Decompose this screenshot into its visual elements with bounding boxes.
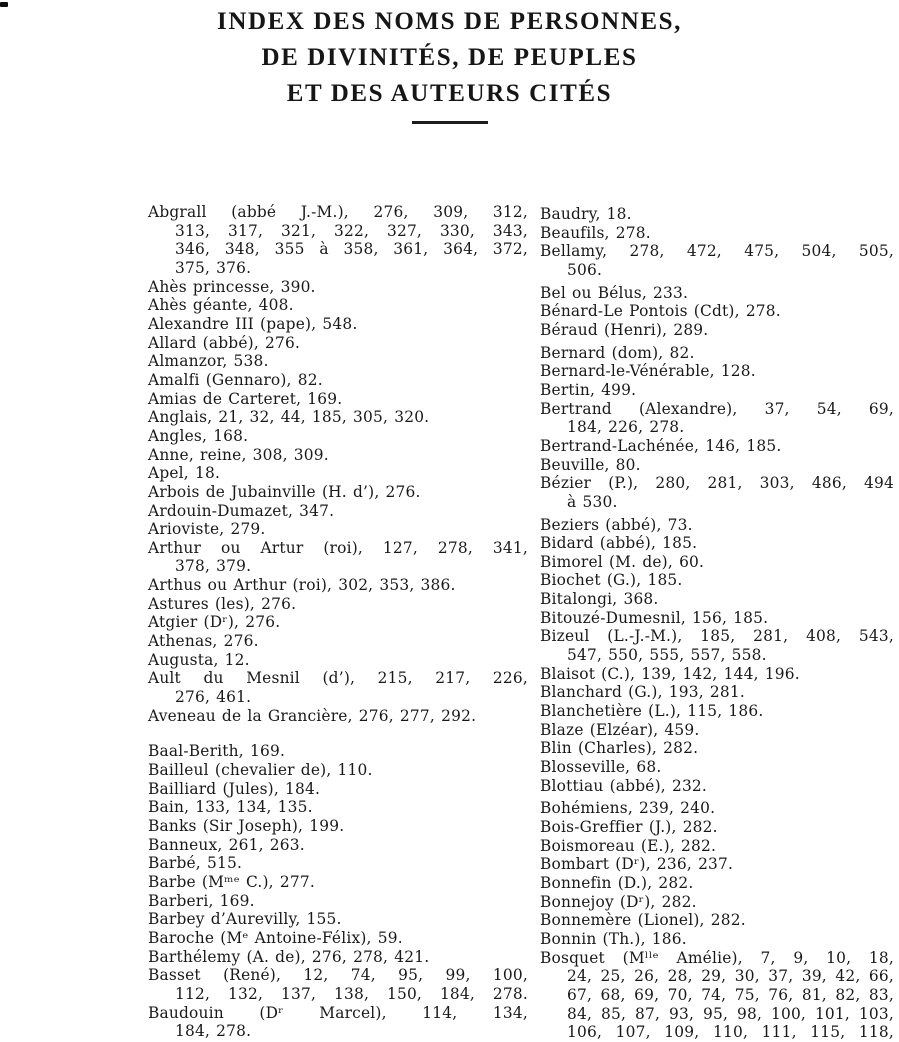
index-entry-line: Blottiau (abbé), 232.	[540, 776, 708, 795]
index-entry-line: Beaufils, 278.	[540, 223, 651, 242]
index-entry-line: Bain, 133, 134, 135.	[148, 798, 313, 817]
index-entry-line: Bizeul (L.-J.-M.), 185, 281, 408, 543,	[540, 627, 894, 646]
page-header	[0, 4, 899, 124]
page-title	[0, 4, 899, 112]
index-entry-line: Barthélemy (A. de), 276, 278, 421.	[148, 947, 430, 966]
index-entry-line: Barbey d’Aurevilly, 155.	[148, 910, 342, 929]
index-entry-line: Alexandre III (pape), 548.	[148, 314, 358, 333]
index-entry-line: Banneux, 261, 263.	[148, 835, 305, 854]
index-column-left	[148, 203, 528, 1041]
index-entry-line: Bonnejoy (Dʳ), 282.	[540, 892, 697, 911]
index-entry-line: Barbé, 515.	[148, 854, 243, 873]
index-entry-line: 184, 278.	[175, 1022, 252, 1041]
index-entry-line: Abgrall (abbé J.-M.), 276, 309, 312,	[148, 203, 528, 221]
index-entry-line: Baudry, 18.	[540, 205, 632, 223]
index-entry-line: à 530.	[567, 492, 618, 511]
index-entry-line: 378, 379.	[175, 557, 252, 576]
index-entry-line: 106, 107, 109, 110, 111, 115, 118,	[567, 1023, 894, 1042]
index-entry-line: 506.	[567, 260, 603, 279]
index-entry-line: Arthur ou Artur (roi), 127, 278, 341,	[148, 538, 528, 557]
index-entry-line: Biochet (G.), 185.	[540, 571, 683, 590]
index-column-right	[540, 205, 894, 1042]
index-entry-line: Blosseville, 68.	[540, 758, 662, 777]
index-entry-line: Beuville, 80.	[540, 455, 641, 474]
index-entry-line: Bel ou Bélus, 233.	[540, 283, 689, 302]
index-entry-line: Atgier (Dʳ), 276.	[148, 613, 281, 632]
index-entry-line: Bellamy, 278, 472, 475, 504, 505,	[540, 242, 894, 261]
index-entry-line: Apel, 18.	[148, 464, 221, 483]
index-entry-line: Allard (abbé), 276.	[148, 333, 301, 352]
index-entry-line: Bois-Greffier (J.), 282.	[540, 818, 718, 836]
index-entry-line: Banks (Sir Joseph), 199.	[148, 817, 345, 835]
index-entry-line: Bertrand (Alexandre), 37, 54, 69,	[540, 399, 894, 418]
index-entry-line: Ahès princesse, 390.	[148, 277, 316, 296]
index-entry-line: Boismoreau (E.), 282.	[540, 836, 717, 855]
index-entry-line: Baroche (Mᵉ Antoine-Félix), 59.	[148, 928, 403, 947]
index-entry-line: Angles, 168.	[148, 426, 249, 445]
index-entry-line: Ault du Mesnil (d’), 215, 217, 226,	[148, 669, 528, 688]
index-entry-line: 112, 132, 137, 138, 150, 184, 278.	[175, 984, 528, 1003]
index-entry-line: Ahès géante, 408.	[148, 296, 294, 315]
index-entry-line: Blanchard (G.), 193, 281.	[540, 683, 745, 702]
index-entry-line: 313, 317, 321, 322, 327, 330, 343,	[175, 221, 528, 240]
index-entry-line: 276, 461.	[175, 688, 252, 707]
index-entry-line: Bailliard (Jules), 184.	[148, 779, 321, 798]
index-entry-line: Amias de Carteret, 169.	[148, 389, 343, 408]
index-entry-line: 346, 348, 355 à 358, 361, 364, 372,	[175, 240, 528, 259]
index-entry-line: Arthus ou Arthur (roi), 302, 353, 386.	[148, 576, 456, 595]
index-entry-line: Bonnemère (Lionel), 282.	[540, 911, 746, 930]
index-entry-line: Ardouin-Dumazet, 347.	[148, 501, 335, 520]
index-entry-line: Béraud (Henri), 289.	[540, 320, 709, 339]
index-entry-line: Barberi, 169.	[148, 891, 255, 910]
title-divider-rule	[412, 121, 488, 124]
index-entry-line: Bertin, 499.	[540, 380, 637, 399]
index-entry-line: Blaisot (C.), 139, 142, 144, 196.	[540, 664, 800, 683]
index-entry-line: Bonnin (Th.), 186.	[540, 929, 687, 948]
index-entry-line: Amalfi (Gennaro), 82.	[148, 370, 323, 389]
index-entry-line: Blanchetière (L.), 115, 186.	[540, 702, 764, 721]
page-title-line-3: ET DES AUTEURS CITÉS	[286, 80, 613, 107]
index-entry-line: Anglais, 21, 32, 44, 185, 305, 320.	[148, 408, 430, 427]
index-entry-line: Basset (René), 12, 74, 95, 99, 100,	[148, 966, 528, 985]
page-title-line-1: INDEX DES NOMS DE PERSONNES,	[216, 8, 682, 35]
index-entry-line: 67, 68, 69, 70, 74, 75, 76, 81, 82, 83,	[567, 985, 894, 1004]
index-entry-line: Athenas, 276.	[148, 632, 259, 651]
index-entry-line: Beziers (abbé), 73.	[540, 515, 693, 534]
page-title-line-2: DE DIVINITÉS, DE PEUPLES	[261, 44, 638, 71]
index-entry-line: Bimorel (M. de), 60.	[540, 552, 705, 571]
index-entry-line: Barbe (Mᵐᵉ C.), 277.	[148, 872, 315, 891]
index-entry-line: Aveneau de la Grancière, 276, 277, 292.	[148, 706, 477, 725]
index-entry-line: Bidard (abbé), 185.	[540, 534, 698, 553]
index-entry-line: Astures (les), 276.	[148, 594, 297, 613]
index-entry-line: Bitouzé-Dumesnil, 156, 185.	[540, 608, 769, 627]
index-entry-line: Bézier (P.), 280, 281, 303, 486, 494	[540, 474, 894, 493]
index-entry-line: Blin (Charles), 282.	[540, 739, 699, 758]
index-entry-line: Arioviste, 279.	[148, 520, 266, 539]
index-entry-line: Augusta, 12.	[148, 650, 250, 669]
index-entry-line: Bailleul (chevalier de), 110.	[148, 761, 373, 780]
index-entry-line: 84, 85, 87, 93, 95, 98, 100, 101, 103,	[567, 1004, 894, 1023]
index-entry-line: Baal-Berith, 169.	[148, 742, 286, 761]
index-entry-line: Almanzor, 538.	[148, 352, 269, 371]
index-entry-line: Bertrand-Lachénée, 146, 185.	[540, 436, 782, 455]
index-entry-line: Anne, reine, 308, 309.	[148, 445, 329, 464]
index-entry-line: 375, 376.	[175, 258, 252, 277]
index-entry-line: 184, 226, 278.	[567, 418, 685, 437]
index-entry-line: Bonnefin (D.), 282.	[540, 873, 694, 892]
index-entry-line: Bosquet (Mˡˡᵉ Amélie), 7, 9, 10, 18,	[540, 948, 894, 967]
index-entry-line: Bitalongi, 368.	[540, 590, 659, 609]
index-entry-line: Bernard-le-Vénérable, 128.	[540, 362, 756, 381]
index-entry-line: 24, 25, 26, 28, 29, 30, 37, 39, 42, 66,	[567, 967, 894, 986]
index-entry-line: Bohémiens, 239, 240.	[540, 799, 716, 818]
index-entry-line: Bombart (Dʳ), 236, 237.	[540, 855, 734, 874]
index-entry-line: Baudouin (Dʳ Marcel), 114, 134,	[148, 1003, 528, 1022]
index-entry-line: Bernard (dom), 82.	[540, 343, 695, 362]
index-entry-line: 547, 550, 555, 557, 558.	[567, 646, 767, 665]
index-entry-line: Blaze (Elzéar), 459.	[540, 720, 700, 739]
index-entry-line: Bénard-Le Pontois (Cdt), 278.	[540, 302, 781, 321]
index-entry-line: Arbois de Jubainville (H. d’), 276.	[148, 482, 421, 501]
